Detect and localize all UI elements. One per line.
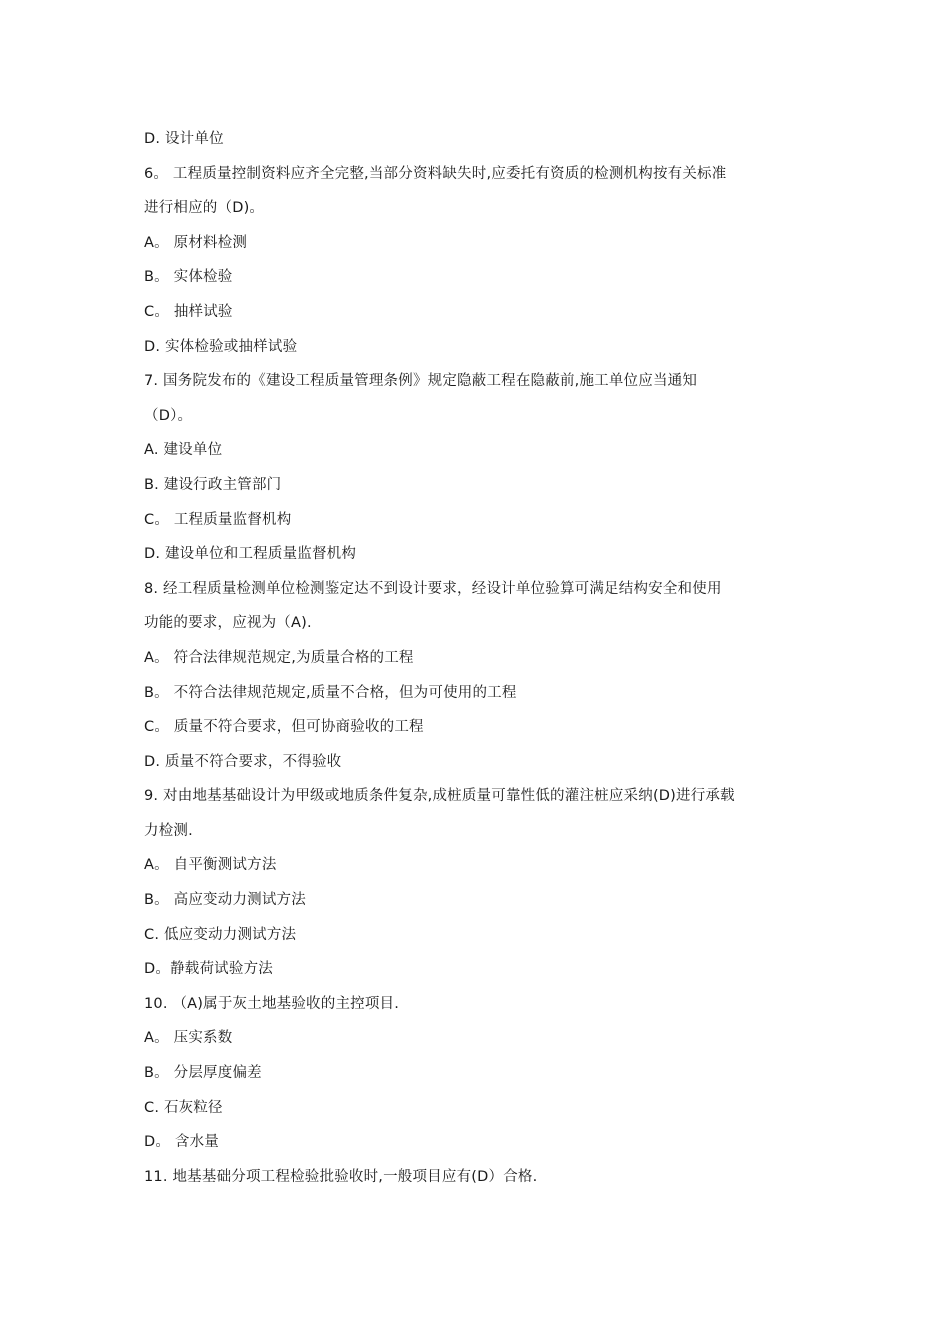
text-line: D. 质量不符合要求，不得验收 bbox=[144, 753, 342, 770]
text-line: D. 设计单位 bbox=[144, 131, 224, 147]
text-line: B。 不符合法律规范规定,质量不合格，但为可使用的工程 bbox=[144, 684, 517, 701]
text-line: C. 低应变动力测试方法 bbox=[144, 926, 297, 943]
text-line: D. 建设单位和工程质量监督机构 bbox=[144, 546, 357, 563]
text-line: C。 质量不符合要求，但可协商验收的工程 bbox=[144, 719, 424, 736]
text-line: 6。 工程质量控制资料应齐全完整,当部分资料缺失时,应委托有资质的检测机构按有关标准 bbox=[144, 165, 727, 182]
text-line: B。 分层厚度偏差 bbox=[144, 1065, 262, 1082]
text-line: A。 压实系数 bbox=[144, 1030, 233, 1047]
text-line: A. 建设单位 bbox=[144, 442, 223, 459]
text-line: D。 含水量 bbox=[144, 1134, 219, 1151]
text-line: B。 实体检验 bbox=[144, 269, 233, 286]
text-line: A。 符合法律规范规定,为质量合格的工程 bbox=[144, 649, 414, 666]
text-line: 力检测. bbox=[144, 822, 193, 839]
text-line: 9. 对由地基基础设计为甲级或地质条件复杂,成桩质量可靠性低的灌注桩应采纳(D)进行承载 bbox=[144, 788, 735, 805]
text-line: A。 自平衡测试方法 bbox=[144, 857, 277, 874]
text-line: D. 实体检验或抽样试验 bbox=[144, 338, 298, 355]
text-line: 10. （A)属于灰土地基验收的主控项目. bbox=[144, 995, 400, 1012]
text-line: 8. 经工程质量检测单位检测鉴定达不到设计要求，经设计单位验算可满足结构安全和使用 bbox=[144, 580, 722, 597]
text-line: 11. 地基基础分项工程检验批验收时,一般项目应有(D）合格. bbox=[144, 1168, 538, 1185]
text-line: D。静载荷试验方法 bbox=[144, 961, 273, 978]
document-body bbox=[144, 122, 824, 1194]
text-line: C。 抽样试验 bbox=[144, 303, 233, 320]
text-line: B。 高应变动力测试方法 bbox=[144, 892, 306, 909]
text-line: A。 原材料检测 bbox=[144, 234, 248, 251]
text-line: 功能的要求，应视为（A). bbox=[144, 615, 312, 632]
text-line: C。 工程质量监督机构 bbox=[144, 511, 292, 528]
text-line: C. 石灰粒径 bbox=[144, 1099, 223, 1116]
text-line: B. 建设行政主管部门 bbox=[144, 476, 282, 493]
text-line: 进行相应的（D)。 bbox=[144, 200, 265, 217]
text-line: 7. 国务院发布的《建设工程质量管理条例》规定隐蔽工程在隐蔽前,施工单位应当通知 bbox=[144, 373, 698, 390]
text-line: （D）。 bbox=[144, 407, 193, 424]
